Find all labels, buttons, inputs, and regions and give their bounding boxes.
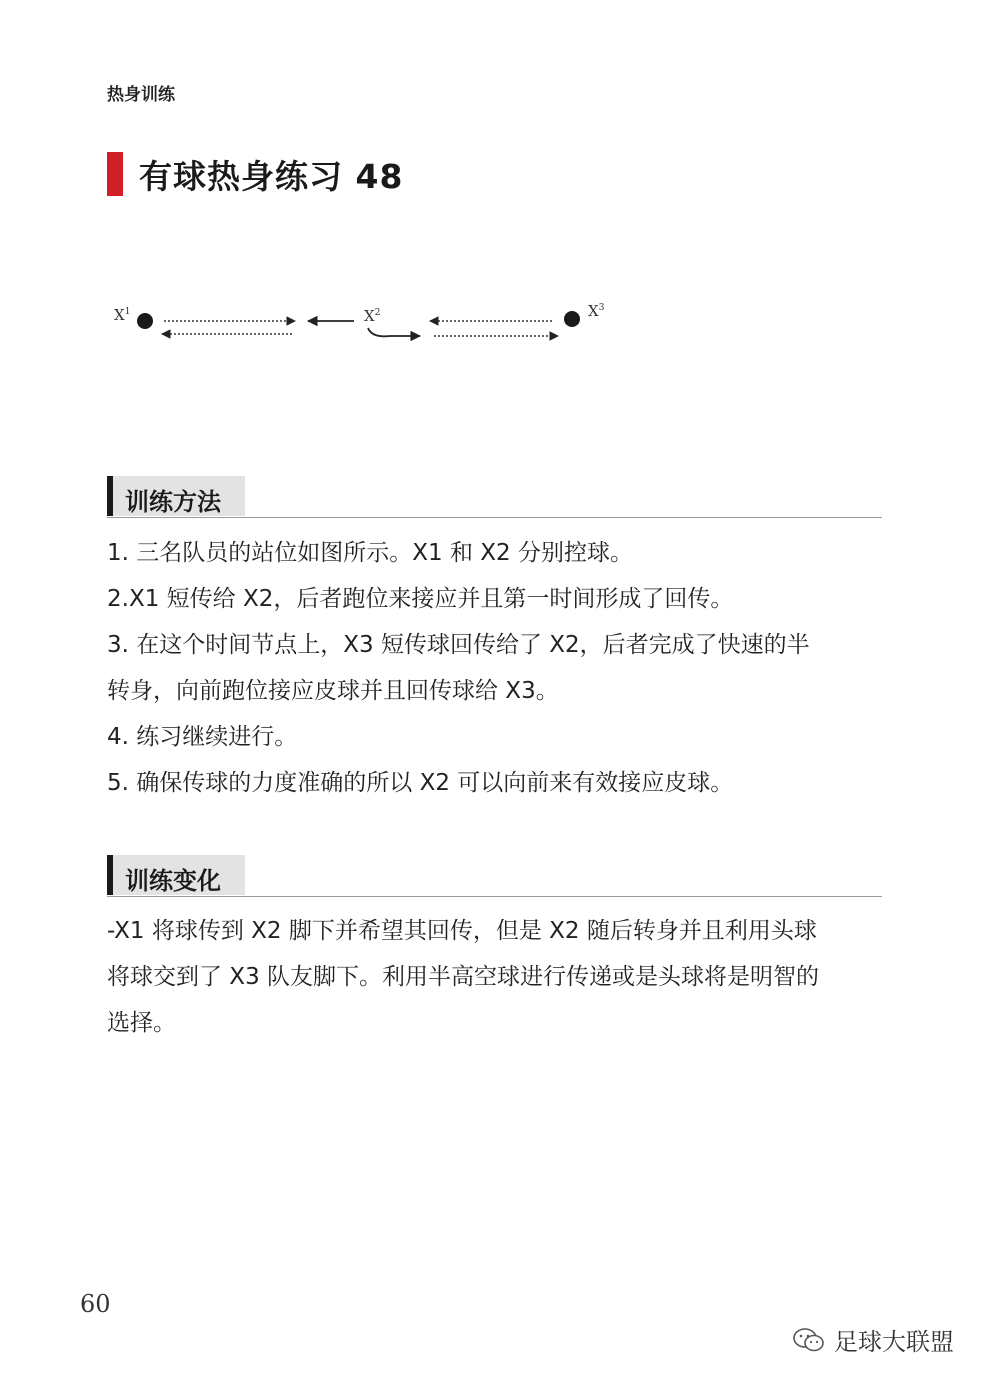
player-x1-label: $X^1$	[114, 306, 131, 324]
player-x3-label: $X^3$	[588, 302, 605, 320]
page-number: 60	[80, 1290, 111, 1318]
method-line: 转身，向前跑位接应皮球并且回传球给 X3。	[107, 678, 559, 704]
variation-text	[107, 908, 887, 1046]
variation-heading	[107, 855, 882, 897]
wechat-icon	[792, 1327, 826, 1353]
player-x2-label: $X^2$	[364, 307, 381, 325]
variation-heading-label: 训练变化	[125, 867, 221, 895]
variation-line: 选择。	[107, 1010, 176, 1036]
drill-diagram	[100, 290, 640, 360]
title-accent-bar	[107, 152, 123, 196]
title-block	[107, 152, 403, 196]
page-title: 有球热身练习 48	[139, 156, 404, 196]
method-text	[107, 530, 887, 806]
brand-watermark	[792, 1322, 954, 1357]
turn-x2	[368, 328, 420, 336]
brand-name: 足球大联盟	[834, 1328, 954, 1356]
method-line: 1. 三名队员的站位如图所示。X1 和 X2 分别控球。	[107, 540, 633, 566]
running-header: 热身训练	[107, 85, 175, 105]
method-line: 3. 在这个时间节点上，X3 短传球回传给了 X2，后者完成了快速的半	[107, 632, 810, 658]
method-heading-label: 训练方法	[125, 488, 221, 516]
method-heading	[107, 476, 882, 518]
heading-rule	[107, 896, 882, 897]
method-line: 2.X1 短传给 X2，后者跑位来接应并且第一时间形成了回传。	[107, 586, 734, 612]
player-x1-dot	[137, 313, 153, 329]
variation-line: 将球交到了 X3 队友脚下。利用半高空球进行传递或是头球将是明智的	[107, 964, 820, 990]
variation-line: -X1 将球传到 X2 脚下并希望其回传，但是 X2 随后转身并且利用头球	[107, 918, 817, 944]
method-line: 4. 练习继续进行。	[107, 724, 298, 750]
heading-rule	[107, 517, 882, 518]
player-x3-dot	[564, 311, 580, 327]
method-line: 5. 确保传球的力度准确的所以 X2 可以向前来有效接应皮球。	[107, 770, 734, 796]
